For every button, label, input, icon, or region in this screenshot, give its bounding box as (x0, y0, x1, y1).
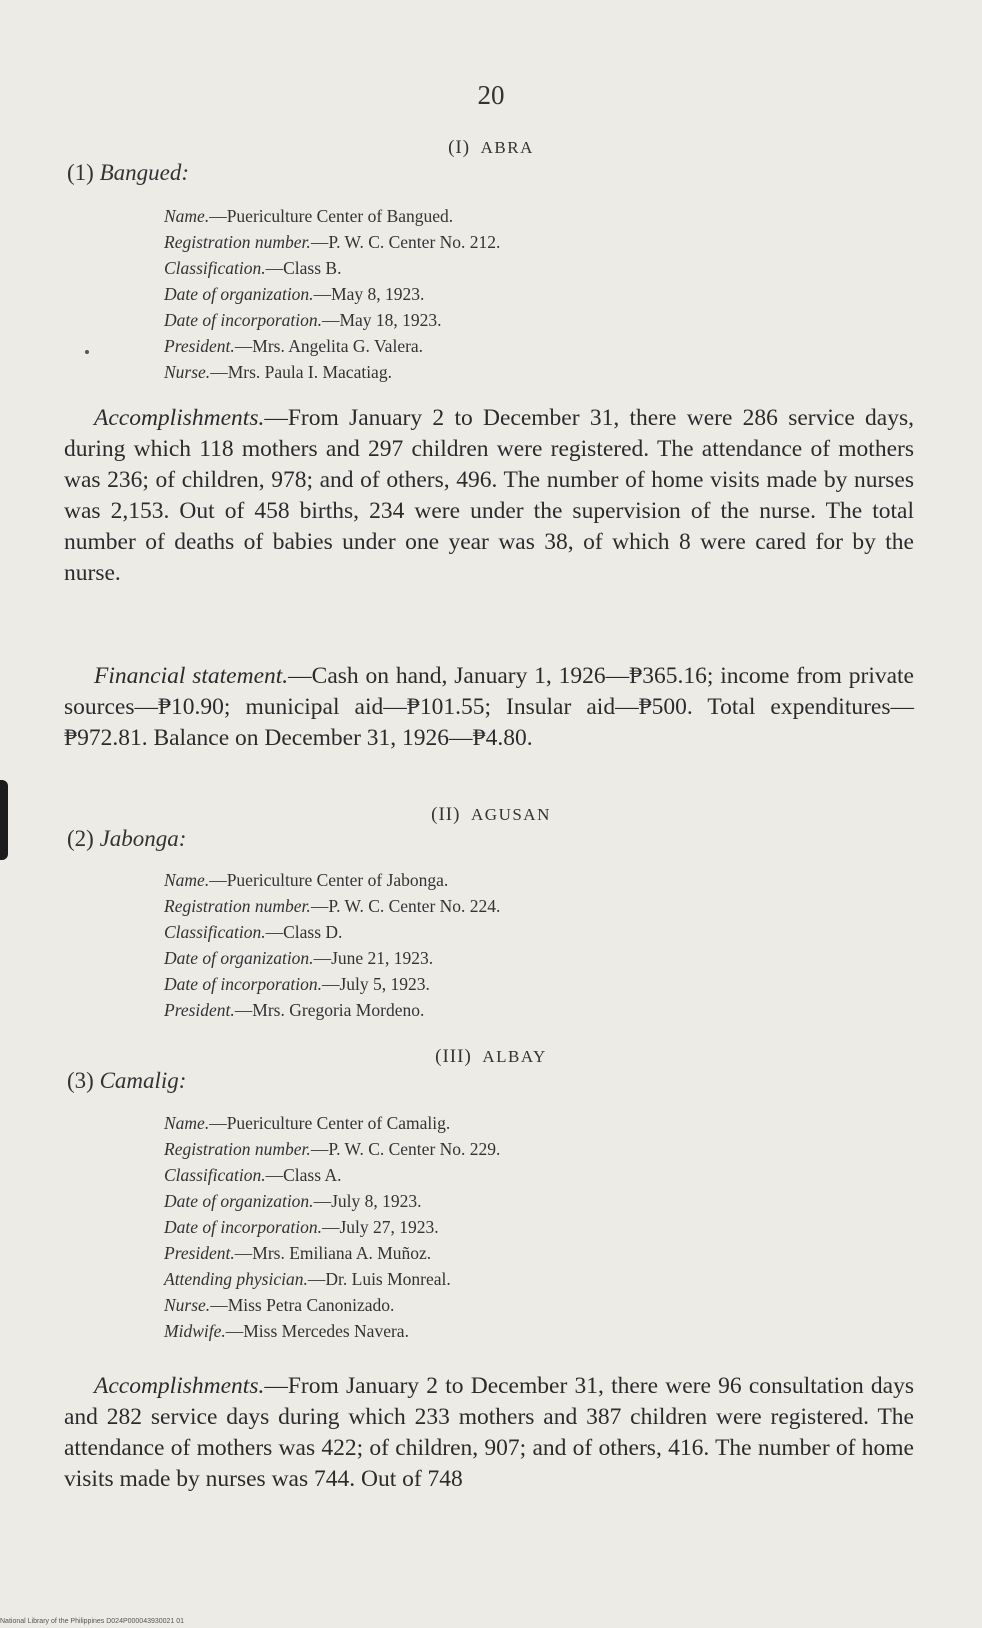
section-roman: (III) (435, 1046, 472, 1067)
place-number: (2) (67, 826, 94, 851)
accomplishments-paragraph-camalig (64, 1371, 914, 1495)
info-row: Classification.—Class A. (164, 1165, 342, 1185)
section-name: AGUSAN (471, 805, 551, 824)
info-row: Date of organization.—July 8, 1923. (164, 1191, 422, 1211)
paragraph-text: —Cash on hand, January 1, 1926—₱365.16; income from private sources—₱10.90; municipal aid—₱101.55; Insular aid—₱500. Total expenditures—₱972.81. Balance on December 31, 1926—₱4.80. (64, 663, 914, 751)
center-info-jabonga (164, 867, 500, 1023)
place-name: Camalig: (99, 1068, 187, 1093)
info-row: Name.—Puericulture Center of Bangued. (164, 206, 454, 226)
info-row: President.—Mrs. Emiliana A. Muñoz. (164, 1243, 432, 1263)
info-row: President.—Mrs. Angelita G. Valera. (164, 336, 424, 356)
section-heading-abra (0, 137, 982, 159)
bullet-mark (85, 350, 89, 354)
accomplishments-paragraph-bangued (64, 403, 914, 589)
paragraph-lead: Financial statement. (94, 663, 289, 689)
center-info-camalig (164, 1110, 500, 1344)
section-heading-albay (0, 1046, 982, 1068)
info-row: Date of incorporation.—May 18, 1923. (164, 310, 442, 330)
section-name: ABRA (480, 138, 534, 157)
info-row: Nurse.—Mrs. Paula I. Macatiag. (164, 362, 392, 382)
section-roman: (I) (448, 137, 471, 158)
info-row: Registration number.—P. W. C. Center No. 224. (164, 896, 501, 916)
place-name: Jabonga: (99, 826, 187, 851)
section-heading-agusan (0, 804, 982, 826)
page-number: 20 (477, 80, 505, 110)
info-row: Classification.—Class D. (164, 922, 343, 942)
info-row: Date of incorporation.—July 27, 1923. (164, 1217, 439, 1237)
info-row: Name.—Puericulture Center of Camalig. (164, 1113, 451, 1133)
place-number: (3) (67, 1068, 94, 1093)
paragraph-text: —From January 2 to December 31, there were 286 service days, during which 118 mothers and 297 children were registered. The attendance of mothers was 236; of children, 978; and of others, 496. The number of home visits made by nurses was 2,153. Out of 458 births, 234 were under the supervision of the nurse. The total number of deaths of babies under one year was 38, of which 8 were cared for by the nurse. (64, 405, 914, 586)
financial-statement-paragraph (64, 661, 914, 754)
center-info-bangued (164, 203, 500, 385)
paragraph-lead: Accomplishments. (94, 405, 265, 431)
info-row: Registration number.—P. W. C. Center No. 229. (164, 1139, 501, 1159)
paragraph-text: —From January 2 to December 31, there were 96 consultation days and 282 service days during which 233 mothers and 387 children were registered. The attendance of mothers was 422; of children, 907; and of others, 416. The number of home visits made by nurses was 744. Out of 748 (64, 1373, 914, 1492)
place-heading-jabonga (67, 826, 186, 852)
info-row: President.—Mrs. Gregoria Mordeno. (164, 1000, 425, 1020)
section-roman: (II) (431, 804, 461, 825)
place-name: Bangued: (99, 160, 189, 185)
paragraph-lead: Accomplishments. (94, 1373, 265, 1399)
info-row: Date of organization.—May 8, 1923. (164, 284, 425, 304)
info-row: Registration number.—P. W. C. Center No. 212. (164, 232, 501, 252)
info-row: Classification.—Class B. (164, 258, 342, 278)
info-row: Attending physician.—Dr. Luis Monreal. (164, 1269, 451, 1289)
section-name: ALBAY (482, 1047, 547, 1066)
place-heading-camalig (67, 1068, 186, 1094)
scan-footer-credit: National Library of the Philippines D024P000043930021 01 (0, 1618, 185, 1625)
info-row: Date of organization.—June 21, 1923. (164, 948, 434, 968)
place-number: (1) (67, 160, 94, 185)
info-row: Nurse.—Miss Petra Canonizado. (164, 1295, 395, 1315)
info-row: Date of incorporation.—July 5, 1923. (164, 974, 430, 994)
info-row: Name.—Puericulture Center of Jabonga. (164, 870, 449, 890)
place-heading-bangued (67, 160, 189, 186)
info-row: Midwife.—Miss Mercedes Navera. (164, 1321, 409, 1341)
scan-edge-shadow (0, 780, 8, 860)
